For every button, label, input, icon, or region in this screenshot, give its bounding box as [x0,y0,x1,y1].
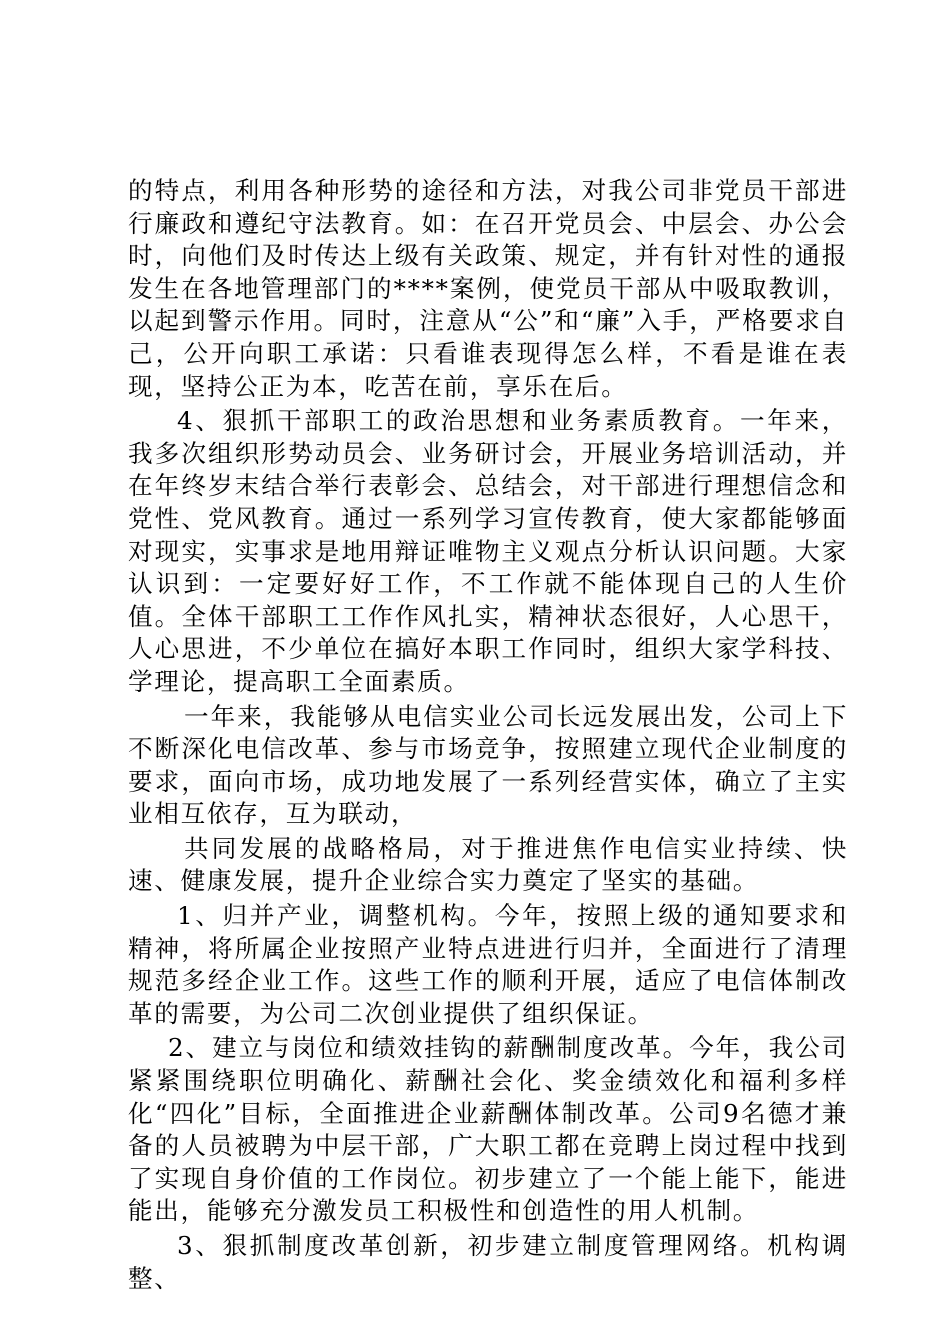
paragraph-item-2-salary-reform: 2、建立与岗位和绩效挂钩的薪酬制度改革。今年，我公司紧紧围绕职位明确化、薪酬社会化、奖金绩效化和福利多样化“四化”目标，全面推进企业薪酬体制改革。公司9名德才兼备的人员被聘为中层干部，广大职工都在竞聘上岗过程中找到了实现自身价值的工作岗位。初步建立了一个能上能下，能进能出，能够充分激发员工积极性和创造性的用人机制。 [128,1033,848,1226]
paragraph-nonparty-education: 的特点，利用各种形势的途径和方法，对我公司非党员干部进行廉政和遵纪守法教育。如：在召开党员会、中层会、办公会时，向他们及时传达上级有关政策、规定，并有针对性的通报发生在各地管理部门的****案例，使党员干部从中吸取教训，以起到警示作用。同时，注意从“公”和“廉”入手，严格要求自己，公开向职工承诺：只看谁表现得怎么样，不看是谁在表现，坚持公正为本，吃苦在前，享乐在后。 [128,176,848,401]
paragraph-item-3-system-reform: 3、狠抓制度改革创新，初步建立制度管理网络。机构调整、 [128,1231,848,1293]
paragraph-strategic-pattern: 共同发展的战略格局，对于推进焦作电信实业持续、快速、健康发展，提升企业综合实力奠定了坚实的基础。 [128,833,848,896]
paragraph-item-1-merge-industries: 1、归并产业，调整机构。今年，按照上级的通知要求和精神，将所属企业按照产业特点进进行归并，全面进行了清理规范多经企业工作。这些工作的顺利开展，适应了电信体制改革的需要，为公司二次创业提供了组织保证。 [128,901,848,1028]
paragraph-item-4-political-education: 4、狠抓干部职工的政治思想和业务素质教育。一年来，我多次组织形势动员会、业务研讨会，开展业务培训活动，并在年终岁末结合举行表彰会、总结会，对干部进行理想信念和党性、党风教育。通过一系列学习宣传教育，使大家都能够面对现实，实事求是地用辩证唯物主义观点分析认识问题。大家认识到：一定要好好工作，不工作就不能体现自己的人生价值。全体干部职工工作作风扎实，精神状态很好，人心思干，人心思进，不少单位在搞好本职工作同时，组织大家学科技、学理论，提高职工全面素质。 [128,406,848,696]
document-body [128,175,848,1295]
paragraph-year-overview: 一年来，我能够从电信实业公司长远发展出发，公司上下不断深化电信改革、参与市场竞争，按照建立现代企业制度的要求，面向市场，成功地发展了一系列经营实体，确立了主实业相互依存，互为联动， [128,701,848,829]
